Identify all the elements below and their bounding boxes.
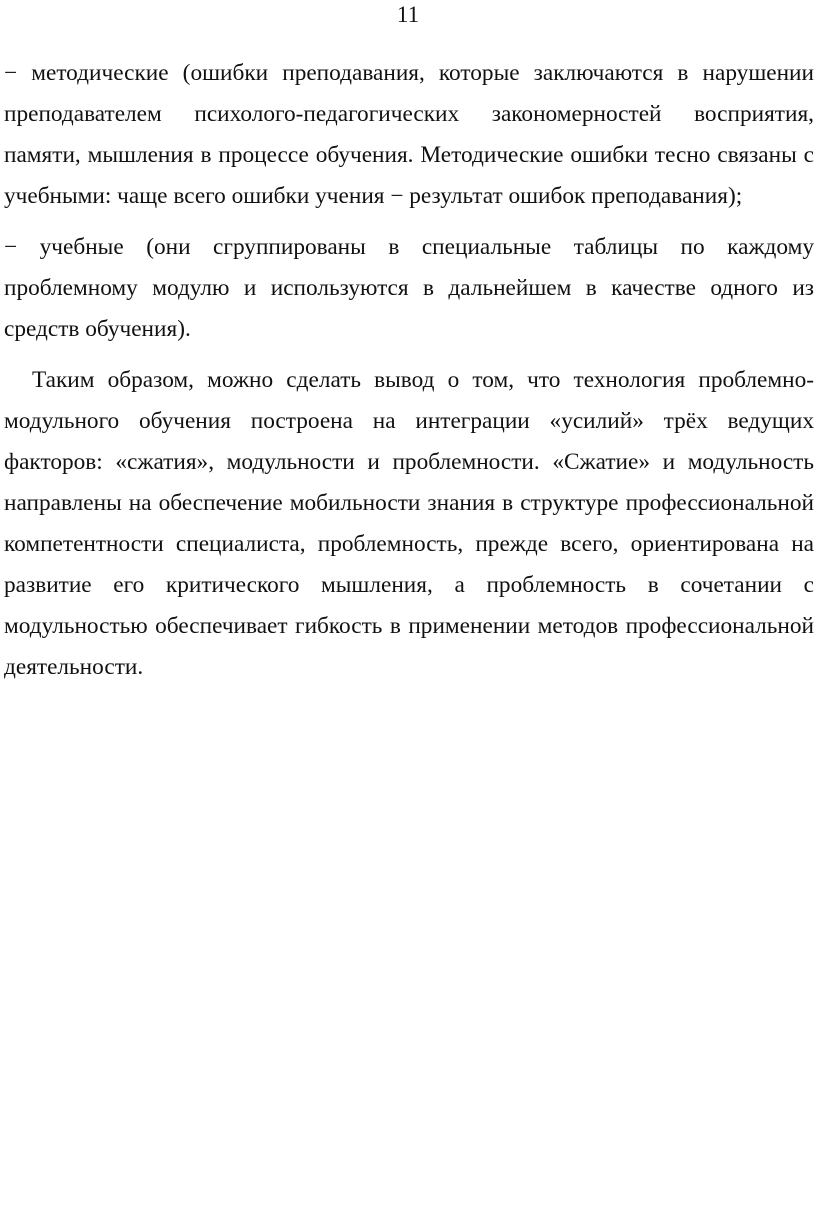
- list-item-methodical-errors: − методические (ошибки преподавания, которые заключаются в нарушении преподавателем психолого-педагогических закономерностей восприятия, памяти, мышления в процессе обучения. Методические ошибки тесно связаны с учебными: чаще всего ошибки учения − результат ошибок преподавания);: [4, 60, 814, 209]
- conclusion-paragraph: Таким образом, можно сделать вывод о том, что технология проблемно-модульного обучения построена на интеграции «усилий» трёх ведущих факторов: «сжатия», модульности и проблемности. «Сжатие» и модульность направлены на обеспечение мобильности знания в структуре профессиональной компетентности специалиста, проблемность, прежде всего, ориентирована на развитие его критического мышления, а проблемность в сочетании с модульностью обеспечивает гибкость в применении методов профессиональной деятельности.: [4, 367, 814, 680]
- list-item-learning-errors: − учебные (они сгруппированы в специальные таблицы по каждому проблемному модулю и используются в дальнейшем в качестве одного из средств обучения).: [4, 234, 814, 342]
- page-number: 11: [396, 2, 420, 27]
- document-body: [4, 53, 814, 698]
